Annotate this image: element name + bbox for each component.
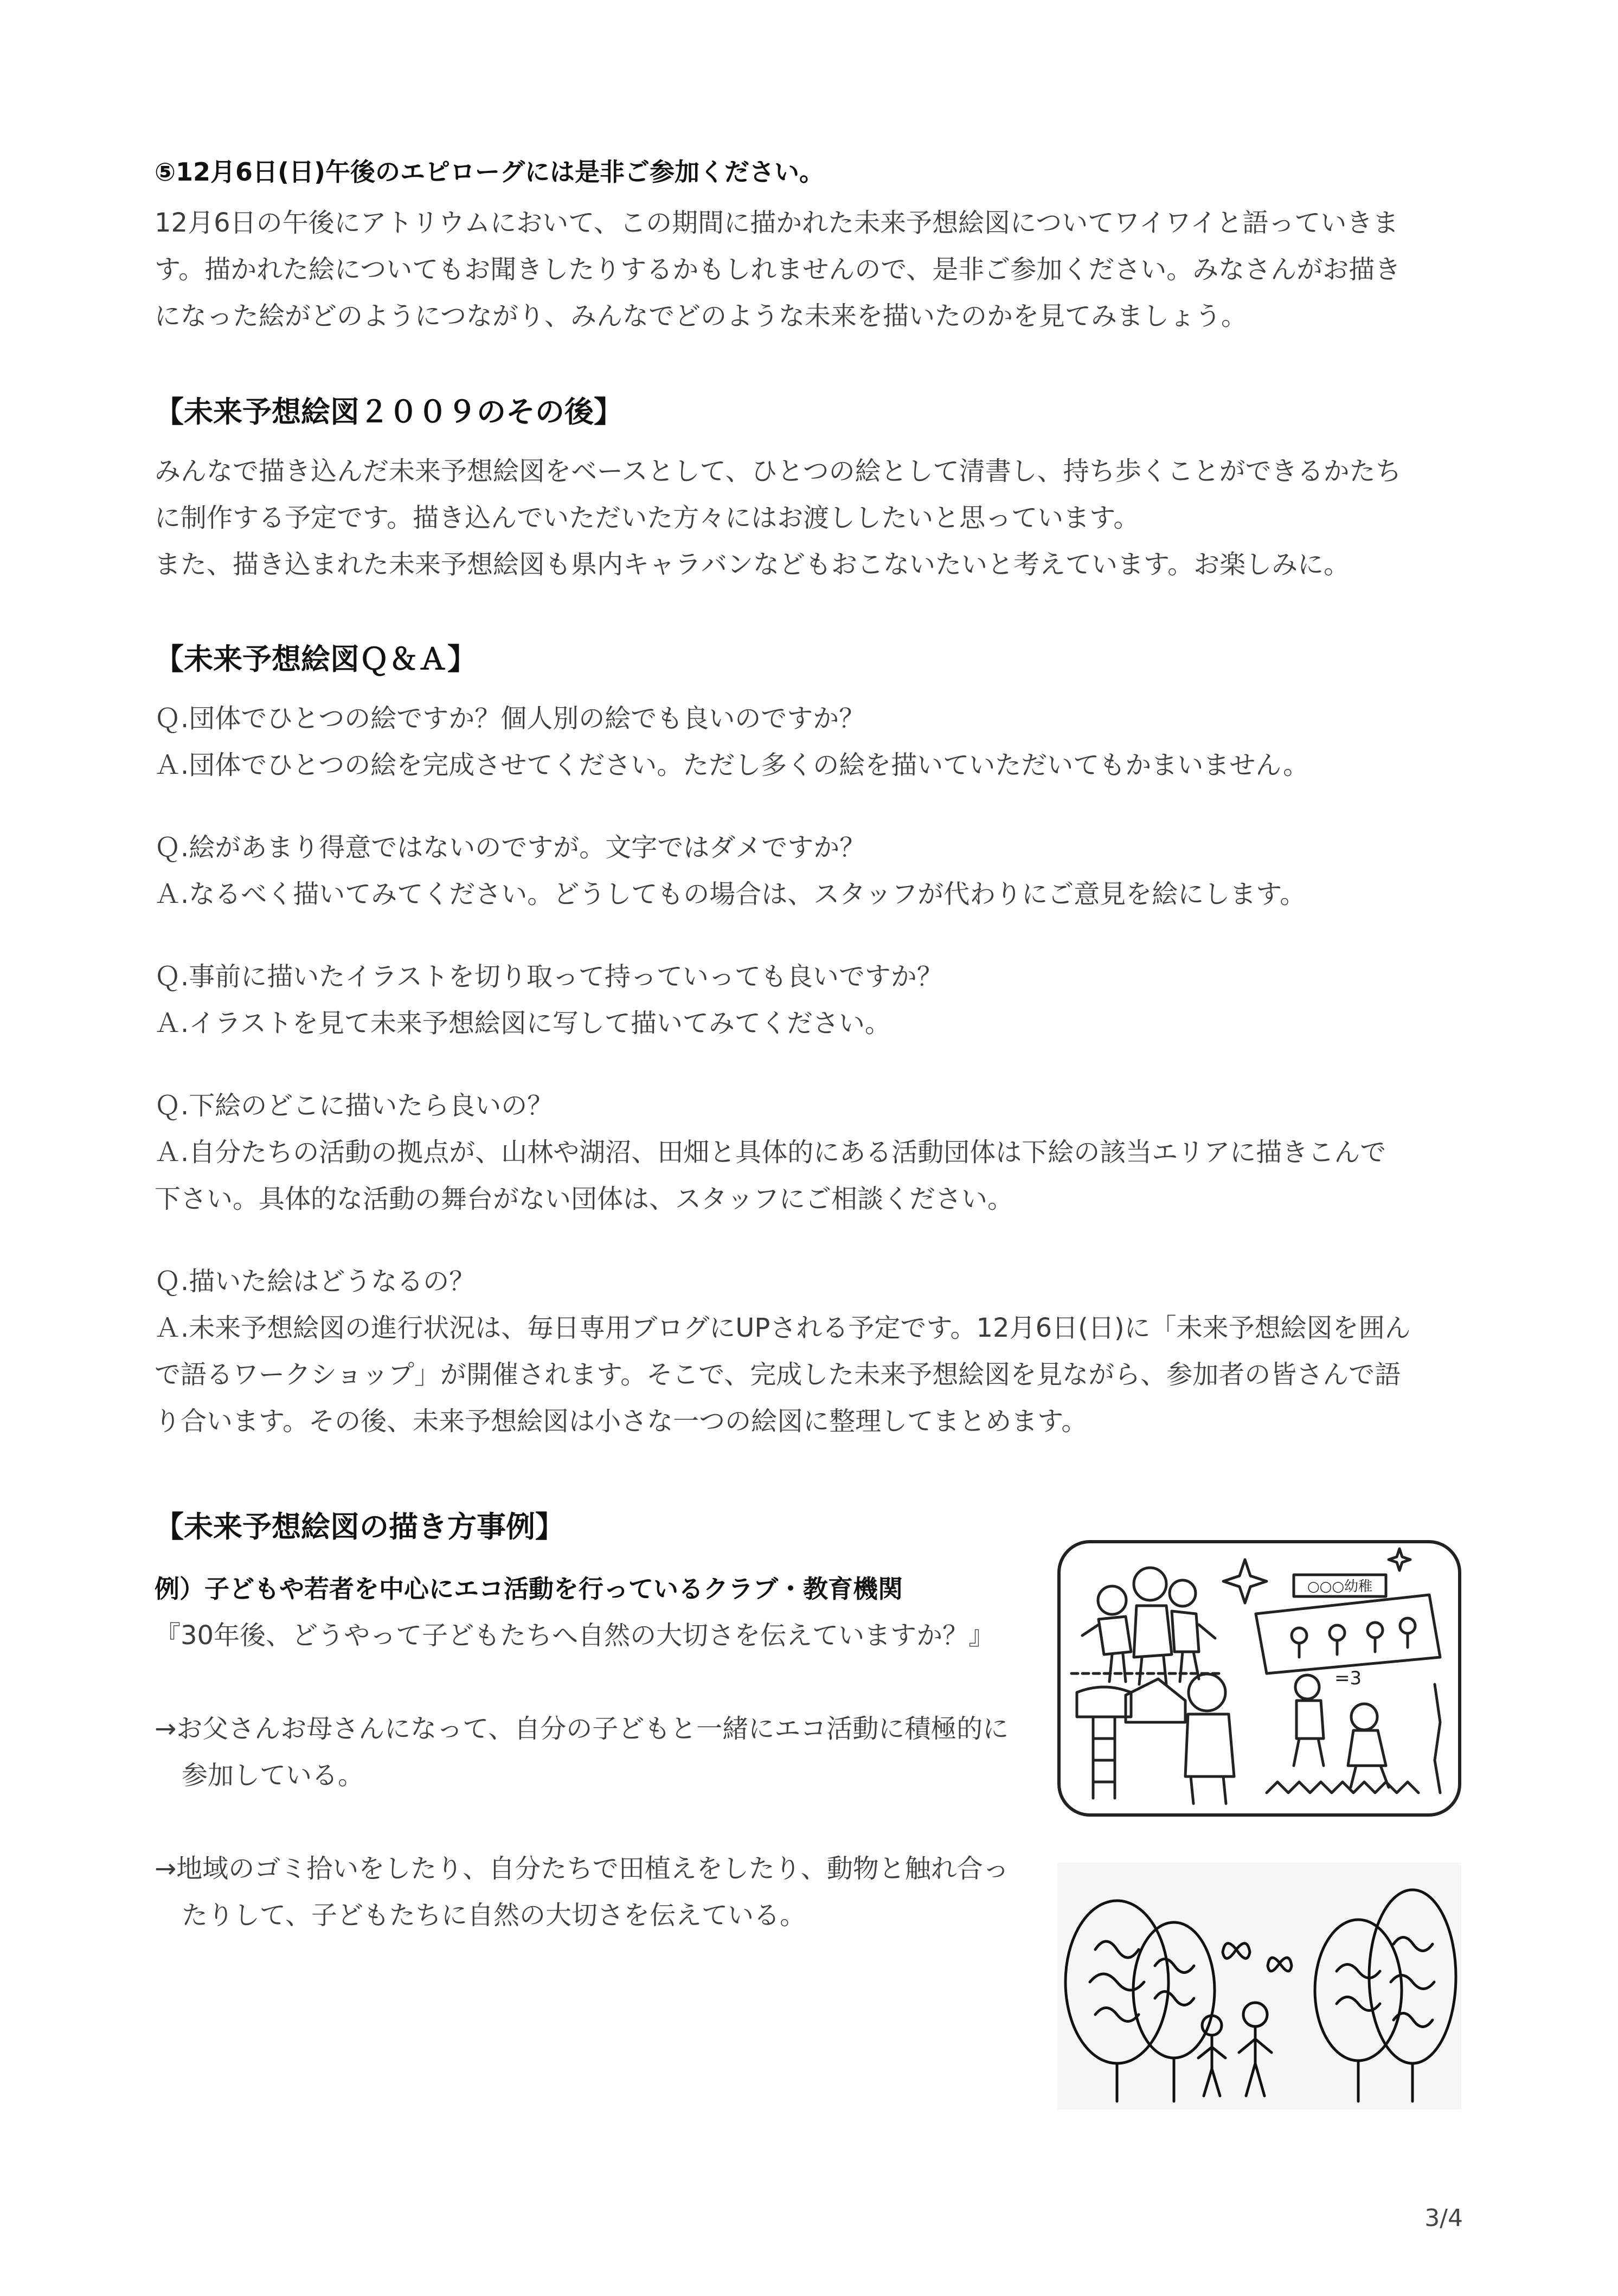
kids-activity-drawing (1061, 1543, 1458, 1813)
qa-question: Ｑ.下絵のどこに描いたら良いの？ (155, 1091, 554, 1121)
examples-subtitle: 例）子どもや若者を中心にエコ活動を行っているクラブ・教育機関 (155, 1574, 903, 1604)
epilogue-line: 12月6日の午後にアトリウムにおいて、この期間に描かれた未来予想絵図についてワイワイと語っていきま (155, 208, 1399, 238)
qa-answer: Ａ.なるべく描いてみてください。どうしてもの場合は、スタッフが代わりにご意見を絵にします。 (155, 879, 1306, 909)
kindergarten-sign-text: ○○○幼稚 (1307, 1579, 1373, 1595)
epilogue-title: ⑤12月6日(日)午後のエピローグには是非ご参加ください。 (155, 157, 825, 187)
epilogue-section (155, 153, 1472, 339)
example-point: →地域のゴミ拾いをしたり、自分たちで田植えをしたり、動物と触れ合ったりして、子どもたちに自然の大切さを伝えている。 (155, 1854, 1009, 1931)
page-number: 3/4 (1424, 2204, 1463, 2232)
trees-illustration (1057, 1863, 1461, 2109)
after-line: また、描き込まれた未来予想絵図も県内キャラバンなどもおこないたいと考えています。お楽しみに。 (155, 549, 1350, 580)
qa-question: Ｑ.絵があまり得意ではないのですが。文字ではダメですか？ (155, 832, 866, 863)
after-line: みんなで描き込んだ未来予想絵図をベースとして、ひとつの絵として清書し、持ち歩くことができるかたち (155, 456, 1402, 486)
qa-item (155, 1082, 1472, 1222)
qa-heading: 【未来予想絵図Ｑ＆Ａ】 (155, 642, 477, 676)
after-line: に制作する予定です。描き込んでいただいた方々にはお渡ししたいと思っています。 (155, 503, 1140, 533)
qa-question: Ｑ.描いた絵はどうなるの？ (155, 1266, 476, 1297)
trees-drawing (1057, 1863, 1461, 2109)
svg-text:=3: =3 (1334, 1668, 1362, 1689)
qa-answer: Ａ.団体でひとつの絵を完成させてください。ただし多くの絵を描いていただいてもかまいません。 (155, 750, 1309, 780)
qa-answer: Ａ.未来予想絵図の進行状況は、毎日専用ブログにUPされる予定です。12月6日(日)に「未来予想絵図を囲ん (155, 1313, 1411, 1343)
qa-answer: 下さい。具体的な活動の舞台がない団体は、スタッフにご相談ください。 (155, 1184, 1014, 1214)
qa-section (155, 695, 1472, 1445)
qa-answer: Ａ.イラストを見て未来予想絵図に写して描いてみてください。 (155, 1008, 891, 1038)
examples-heading: 【未来予想絵図の描き方事例】 (155, 1510, 564, 1544)
qa-answer: Ａ.自分たちの活動の拠点が、山林や湖沼、田畑と具体的にある活動団体は下絵の該当エリアに描きこんで (155, 1137, 1386, 1168)
examples-question: 『30年後、どうやって子どもたちへ自然の大切さを伝えていますか？』 (155, 1620, 995, 1651)
qa-question: Ｑ.事前に描いたイラストを切り取って持っていっても良いですか？ (155, 961, 943, 992)
qa-item (155, 695, 1472, 788)
after-heading: 【未来予想絵図２００９のその後】 (155, 395, 623, 429)
after-section (155, 448, 1472, 588)
qa-item (155, 824, 1472, 918)
qa-answer: り合います。その後、未来予想絵図は小さな一つの絵図に整理してまとめます。 (155, 1406, 1088, 1436)
epilogue-line: す。描かれた絵についてもお聞きしたりするかもしれませんので、是非ご参加ください。みなさんがお描き (155, 254, 1401, 285)
qa-item (155, 953, 1472, 1047)
qa-item (155, 1258, 1472, 1445)
examples-section (155, 1570, 1028, 1939)
qa-answer: で語るワークショップ」が開催されます。そこで、完成した未来予想絵図を見ながら、参加者の皆さんで語 (155, 1359, 1401, 1390)
qa-question: Ｑ.団体でひとつの絵ですか？個人別の絵でも良いのですか？ (155, 703, 865, 734)
example-point: →お父さんお母さんになって、自分の子どもと一緒にエコ活動に積極的に参加している。 (155, 1714, 1009, 1791)
epilogue-line: になった絵がどのようにつながり、みんなでどのような未来を描いたのかを見てみましょう。 (155, 301, 1248, 331)
kids-activity-illustration (1057, 1540, 1461, 1817)
